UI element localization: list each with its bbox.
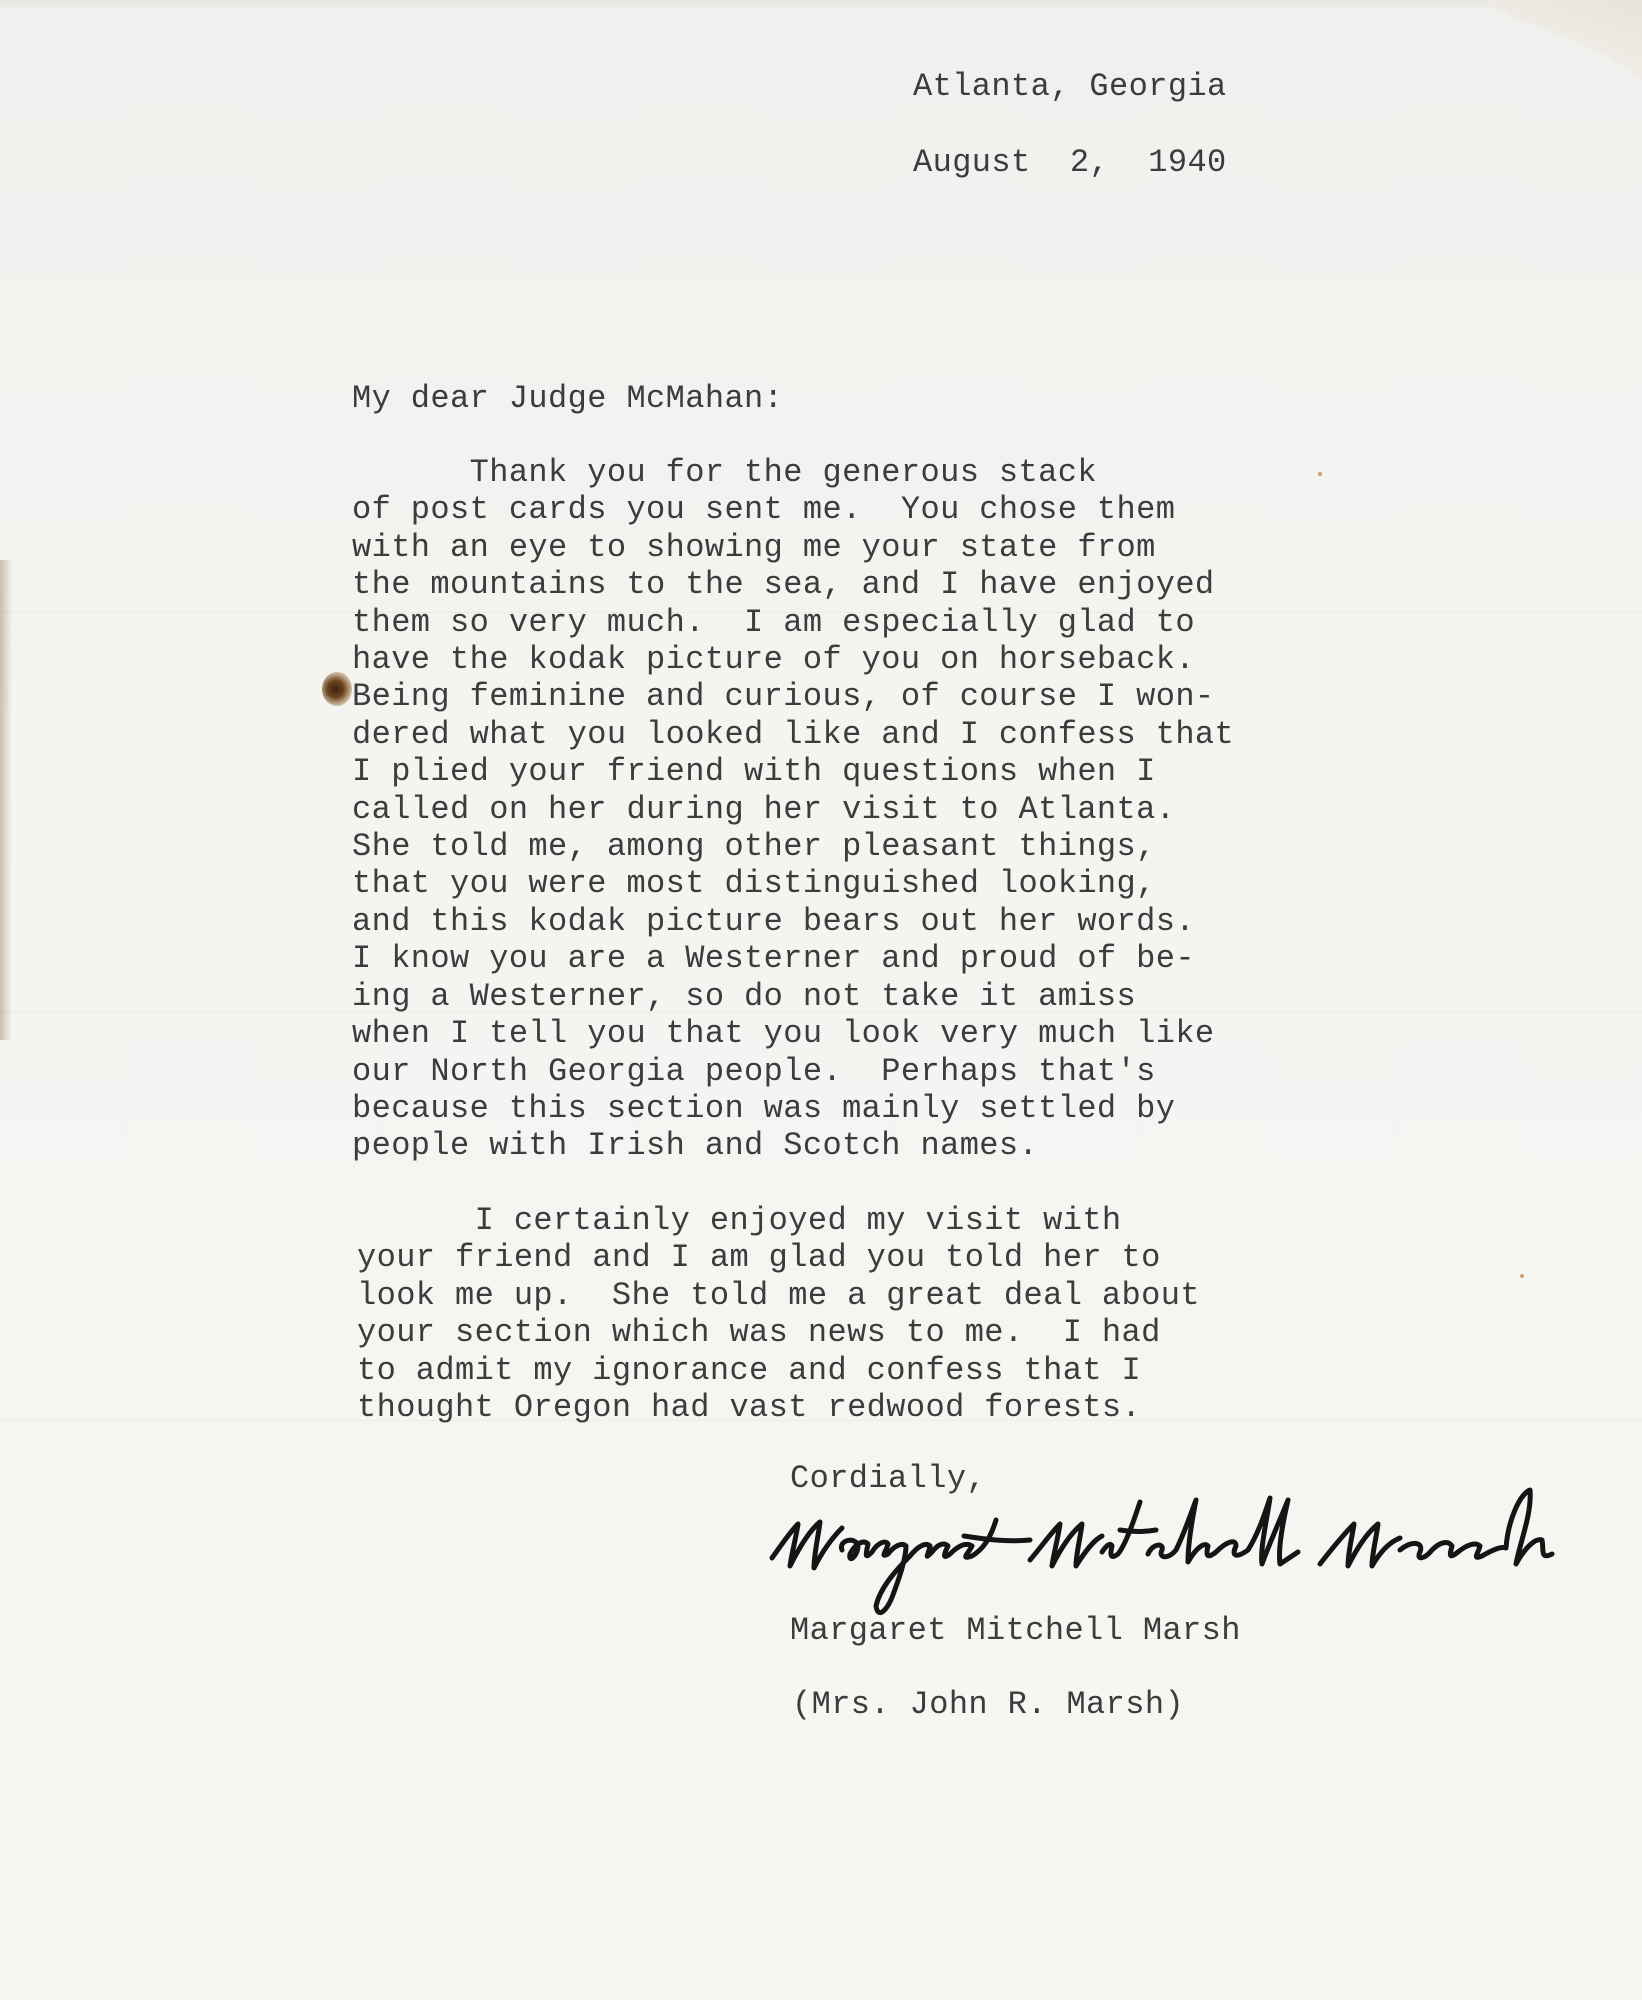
letter-line: and this kodak picture bears out her words. — [352, 902, 1195, 940]
letter-line: I plied your friend with questions when I — [352, 753, 1156, 791]
letter-line: your friend and I am glad you told her to — [357, 1239, 1161, 1277]
paper-edge-shadow — [0, 560, 12, 1040]
letter-date: August 2, 1940 — [913, 144, 1227, 181]
letter-line: to admit my ignorance and confess that I — [357, 1351, 1142, 1389]
letter-line: that you were most distinguished looking, — [352, 865, 1156, 903]
letter-line: because this section was mainly settled by — [352, 1089, 1176, 1127]
letter-closing: Cordially, — [790, 1460, 987, 1497]
letter-typed-name: Margaret Mitchell Marsh — [790, 1612, 1241, 1649]
letter-line: look me up. She told me a great deal about — [357, 1276, 1200, 1314]
letter-paragraph — [357, 1202, 1200, 1426]
letter-line: them so very much. I am especially glad to — [352, 603, 1195, 641]
letter-line: called on her during her visit to Atlanta. — [352, 790, 1176, 828]
letter-line: your section which was news to me. I had — [357, 1314, 1161, 1352]
ink-stain — [322, 672, 352, 706]
letter-line: dered what you looked like and I confess that — [352, 715, 1235, 753]
letter-line: when I tell you that you look very much like — [352, 1015, 1215, 1053]
letter-line: She told me, among other pleasant things, — [352, 828, 1156, 866]
letter-line: Being feminine and curious, of course I won- — [352, 678, 1215, 716]
paper-speck — [1520, 1274, 1524, 1278]
letter-line: have the kodak picture of you on horseback. — [352, 641, 1195, 679]
letter-salutation: My dear Judge McMahan: — [352, 380, 784, 417]
paper-speck — [1318, 472, 1322, 476]
letter-paragraph — [352, 454, 1234, 1165]
letter-line: our North Georgia people. Perhaps that's — [352, 1052, 1156, 1090]
letter-line: ing a Westerner, so do not take it amiss — [352, 977, 1137, 1015]
letter-line: of post cards you sent me. You chose them — [352, 491, 1176, 529]
letter-line: the mountains to the sea, and I have enjoyed — [352, 566, 1215, 604]
letter-line: Thank you for the generous stack — [352, 454, 1097, 491]
letter-line: I certainly enjoyed my visit with — [357, 1202, 1122, 1239]
letter-line: with an eye to showing me your state from — [352, 528, 1156, 566]
letter-line: people with Irish and Scotch names. — [352, 1127, 1039, 1165]
letter-line: thought Oregon had vast redwood forests. — [357, 1389, 1142, 1427]
letter-place: Atlanta, Georgia — [913, 68, 1227, 105]
letter-line: I know you are a Westerner and proud of be- — [352, 940, 1195, 978]
torn-corner — [1482, 0, 1642, 80]
letter-married-name: (Mrs. John R. Marsh) — [792, 1686, 1185, 1723]
paper-top-edge — [0, 0, 1642, 10]
